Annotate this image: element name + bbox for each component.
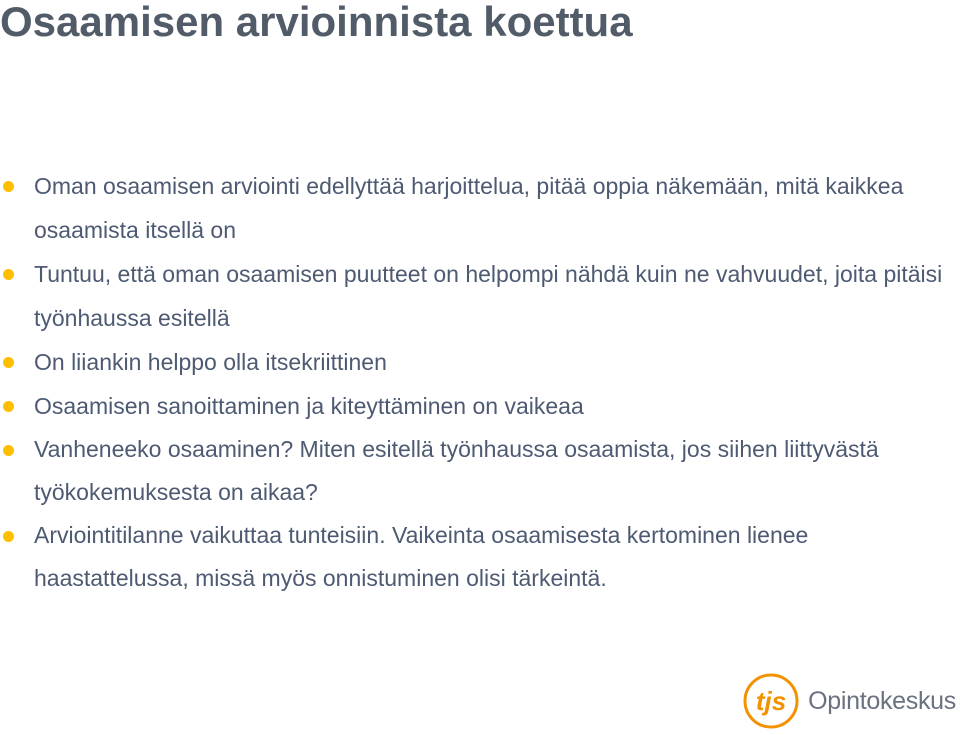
bullet-text: Oman osaamisen arviointi edellyttää harjoittelua, pitää oppia näkemään, mitä kaikkea osaamista itsellä on	[34, 173, 904, 243]
bullet-item	[0, 164, 945, 252]
svg-text:tjs: tjs	[755, 686, 787, 716]
bullet-item	[0, 340, 945, 384]
bullet-dot-icon	[3, 445, 14, 456]
opintokeskus-logo	[740, 673, 956, 729]
bullet-item	[0, 384, 945, 428]
bullet-text: On liiankin helppo olla itsekriittinen	[34, 349, 387, 375]
bullet-text: Tuntuu, että oman osaamisen puutteet on helpompi nähdä kuin ne vahvuudet, joita pitäisi työnhaussa esitellä	[34, 261, 943, 331]
tjs-logo-icon	[740, 673, 802, 729]
bullet-item	[0, 514, 945, 600]
logo-text: Opintokeskus	[808, 686, 956, 715]
bullet-list	[0, 164, 945, 600]
bullet-dot-icon	[3, 531, 14, 542]
bullet-item	[0, 428, 945, 514]
bullet-dot-icon	[3, 269, 14, 280]
bullet-text: Arviointitilanne vaikuttaa tunteisiin. Vaikeinta osaamisesta kertominen lienee haastattelussa, missä myös onnistuminen olisi tärkeintä.	[34, 522, 809, 591]
bullet-text: Osaamisen sanoittaminen ja kiteyttäminen on vaikeaa	[34, 393, 584, 419]
slide-title: Osaamisen arvioinnista koettua	[0, 0, 633, 45]
bullet-dot-icon	[3, 357, 14, 368]
bullet-text: Vanheneeko osaaminen? Miten esitellä työnhaussa osaamista, jos siihen liittyvästä työkokemuksesta on aikaa?	[34, 436, 879, 505]
bullet-item	[0, 252, 945, 340]
bullet-dot-icon	[3, 401, 14, 412]
bullet-dot-icon	[3, 181, 14, 192]
